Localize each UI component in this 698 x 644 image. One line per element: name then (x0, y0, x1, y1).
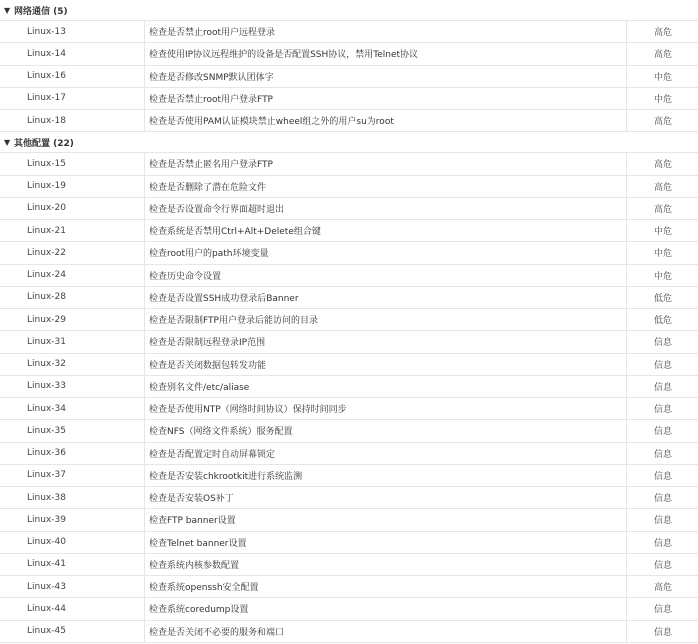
rule-description-cell: 检查使用IP协议远程维护的设备是否配置SSH协议，禁用Telnet协议 (145, 43, 627, 64)
rule-description-cell: 检查是否关闭数据包转发功能 (145, 354, 627, 375)
table-row[interactable] (0, 242, 698, 264)
table-row[interactable] (0, 420, 698, 442)
risk-level-cell: 低危 (654, 316, 673, 327)
rule-description-cell: 检查是否删除了潜在危险文件 (145, 176, 627, 197)
risk-level-cell: 信息 (654, 538, 673, 549)
table-row[interactable] (0, 509, 698, 531)
table-row[interactable] (0, 443, 698, 465)
rule-id-cell: Linux-20 (0, 198, 145, 219)
rule-description-cell: 检查是否修改SNMP默认团体字 (145, 66, 627, 87)
rule-description-cell: 检查是否安装chkrootkit进行系统监测 (145, 465, 627, 486)
rule-description-cell: 检查是否设置SSH成功登录后Banner (145, 287, 627, 308)
rule-id-cell: Linux-34 (0, 398, 145, 419)
rule-id-cell: Linux-16 (0, 66, 145, 87)
table-row[interactable] (0, 176, 698, 198)
table-row[interactable] (0, 398, 698, 420)
rule-id-cell: Linux-18 (0, 110, 145, 131)
rule-id-cell: Linux-17 (0, 88, 145, 109)
table-row[interactable] (0, 331, 698, 353)
rule-id-cell: Linux-37 (0, 465, 145, 486)
table-row[interactable] (0, 621, 698, 643)
rule-description-cell: 检查是否使用NTP（网络时间协议）保持时间同步 (145, 398, 627, 419)
rule-id-cell: Linux-19 (0, 176, 145, 197)
rule-description-cell: 检查是否限制FTP用户登录后能访问的目录 (145, 309, 627, 330)
table-row[interactable] (0, 21, 698, 43)
rule-id-cell: Linux-36 (0, 443, 145, 464)
table-row[interactable] (0, 198, 698, 220)
rule-id-cell: Linux-33 (0, 376, 145, 397)
risk-level-cell: 高危 (654, 583, 673, 594)
risk-level-cell: 信息 (654, 494, 673, 505)
rule-description-cell: 检查Telnet banner设置 (145, 532, 627, 553)
rule-description-cell: 检查是否禁止匿名用户登录FTP (145, 153, 627, 174)
risk-level-cell: 信息 (654, 605, 673, 616)
rule-id-cell: Linux-35 (0, 420, 145, 441)
group-rows-other (0, 153, 698, 643)
table-row[interactable] (0, 532, 698, 554)
rule-description-cell: 检查是否配置定时自动屏幕锁定 (145, 443, 627, 464)
table-row[interactable] (0, 153, 698, 175)
group-header-other[interactable] (0, 132, 698, 153)
rule-id-cell: Linux-39 (0, 509, 145, 530)
risk-level-cell: 中危 (654, 227, 673, 238)
table-row[interactable] (0, 576, 698, 598)
rule-description-cell: 检查是否使用PAM认证模块禁止wheel组之外的用户su为root (145, 110, 627, 131)
table-row[interactable] (0, 110, 698, 132)
table-row[interactable] (0, 220, 698, 242)
risk-level-cell: 信息 (654, 560, 673, 571)
rule-id-cell: Linux-15 (0, 153, 145, 174)
rule-id-cell: Linux-38 (0, 487, 145, 508)
rule-id-cell: Linux-43 (0, 576, 145, 597)
risk-level-cell: 低危 (654, 293, 673, 304)
rule-description-cell: 检查是否禁止root用户远程登录 (145, 21, 627, 42)
rule-id-cell: Linux-41 (0, 554, 145, 575)
risk-level-cell: 高危 (654, 182, 673, 193)
rule-description-cell: 检查系统coredump设置 (145, 598, 627, 619)
rule-description-cell: 检查系统是否禁用Ctrl+Alt+Delete组合键 (145, 220, 627, 241)
rule-id-cell: Linux-29 (0, 309, 145, 330)
table-row[interactable] (0, 265, 698, 287)
rule-id-cell: Linux-32 (0, 354, 145, 375)
rule-id-cell: Linux-13 (0, 21, 145, 42)
rule-description-cell: 检查是否关闭不必要的服务和端口 (145, 621, 627, 642)
rule-description-cell: 检查系统openssh安全配置 (145, 576, 627, 597)
table-row[interactable] (0, 309, 698, 331)
risk-level-cell: 高危 (654, 50, 673, 61)
risk-level-cell: 高危 (654, 204, 673, 215)
rule-description-cell: 检查别名文件/etc/aliase (145, 376, 627, 397)
risk-level-cell: 信息 (654, 449, 673, 460)
rule-description-cell: 检查FTP banner设置 (145, 509, 627, 530)
risk-level-cell: 信息 (654, 516, 673, 527)
rule-description-cell: 检查系统内核参数配置 (145, 554, 627, 575)
rule-description-cell: 检查是否设置命令行界面超时退出 (145, 198, 627, 219)
table-row[interactable] (0, 354, 698, 376)
rule-id-cell: Linux-40 (0, 532, 145, 553)
rule-description-cell: 检查是否禁止root用户登录FTP (145, 88, 627, 109)
table-row[interactable] (0, 465, 698, 487)
rule-description-cell: 检查root用户的path环境变量 (145, 242, 627, 263)
rule-description-cell: 检查是否限制远程登录IP范围 (145, 331, 627, 352)
risk-level-cell: 信息 (654, 382, 673, 393)
rule-id-cell: Linux-28 (0, 287, 145, 308)
risk-level-cell: 中危 (654, 94, 673, 105)
risk-level-cell: 信息 (654, 360, 673, 371)
table-row[interactable] (0, 88, 698, 110)
table-row[interactable] (0, 376, 698, 398)
rule-id-cell: Linux-45 (0, 621, 145, 642)
risk-level-cell: 信息 (654, 627, 673, 638)
rule-id-cell: Linux-24 (0, 265, 145, 286)
collapse-triangle-icon[interactable]: ▼ (4, 5, 11, 15)
risk-level-cell: 信息 (654, 405, 673, 416)
risk-level-cell: 高危 (654, 160, 673, 171)
rule-description-cell: 检查NFS（网络文件系统）服务配置 (145, 420, 627, 441)
table-row[interactable] (0, 43, 698, 65)
table-row[interactable] (0, 554, 698, 576)
rule-id-cell: Linux-44 (0, 598, 145, 619)
group-rows-network (0, 21, 698, 132)
collapse-triangle-icon[interactable]: ▼ (4, 137, 11, 147)
rule-id-cell: Linux-14 (0, 43, 145, 64)
risk-level-cell: 信息 (654, 427, 673, 438)
risk-level-cell: 高危 (654, 28, 673, 39)
rule-description-cell: 检查是否安装OS补丁 (145, 487, 627, 508)
table-row[interactable] (0, 66, 698, 88)
group-title: 网络通信 (5) (14, 6, 68, 17)
group-title: 其他配置 (22) (14, 138, 74, 149)
group-header-network[interactable] (0, 0, 698, 21)
rule-id-cell: Linux-22 (0, 242, 145, 263)
risk-level-cell: 中危 (654, 271, 673, 282)
risk-level-cell: 中危 (654, 249, 673, 260)
risk-level-cell: 信息 (654, 471, 673, 482)
risk-level-cell: 信息 (654, 338, 673, 349)
rule-description-cell: 检查历史命令设置 (145, 265, 627, 286)
risk-level-cell: 中危 (654, 72, 673, 83)
rule-id-cell: Linux-21 (0, 220, 145, 241)
table-row[interactable] (0, 487, 698, 509)
rule-id-cell: Linux-31 (0, 331, 145, 352)
table-row[interactable] (0, 598, 698, 620)
table-row[interactable] (0, 287, 698, 309)
risk-level-cell: 高危 (654, 117, 673, 128)
